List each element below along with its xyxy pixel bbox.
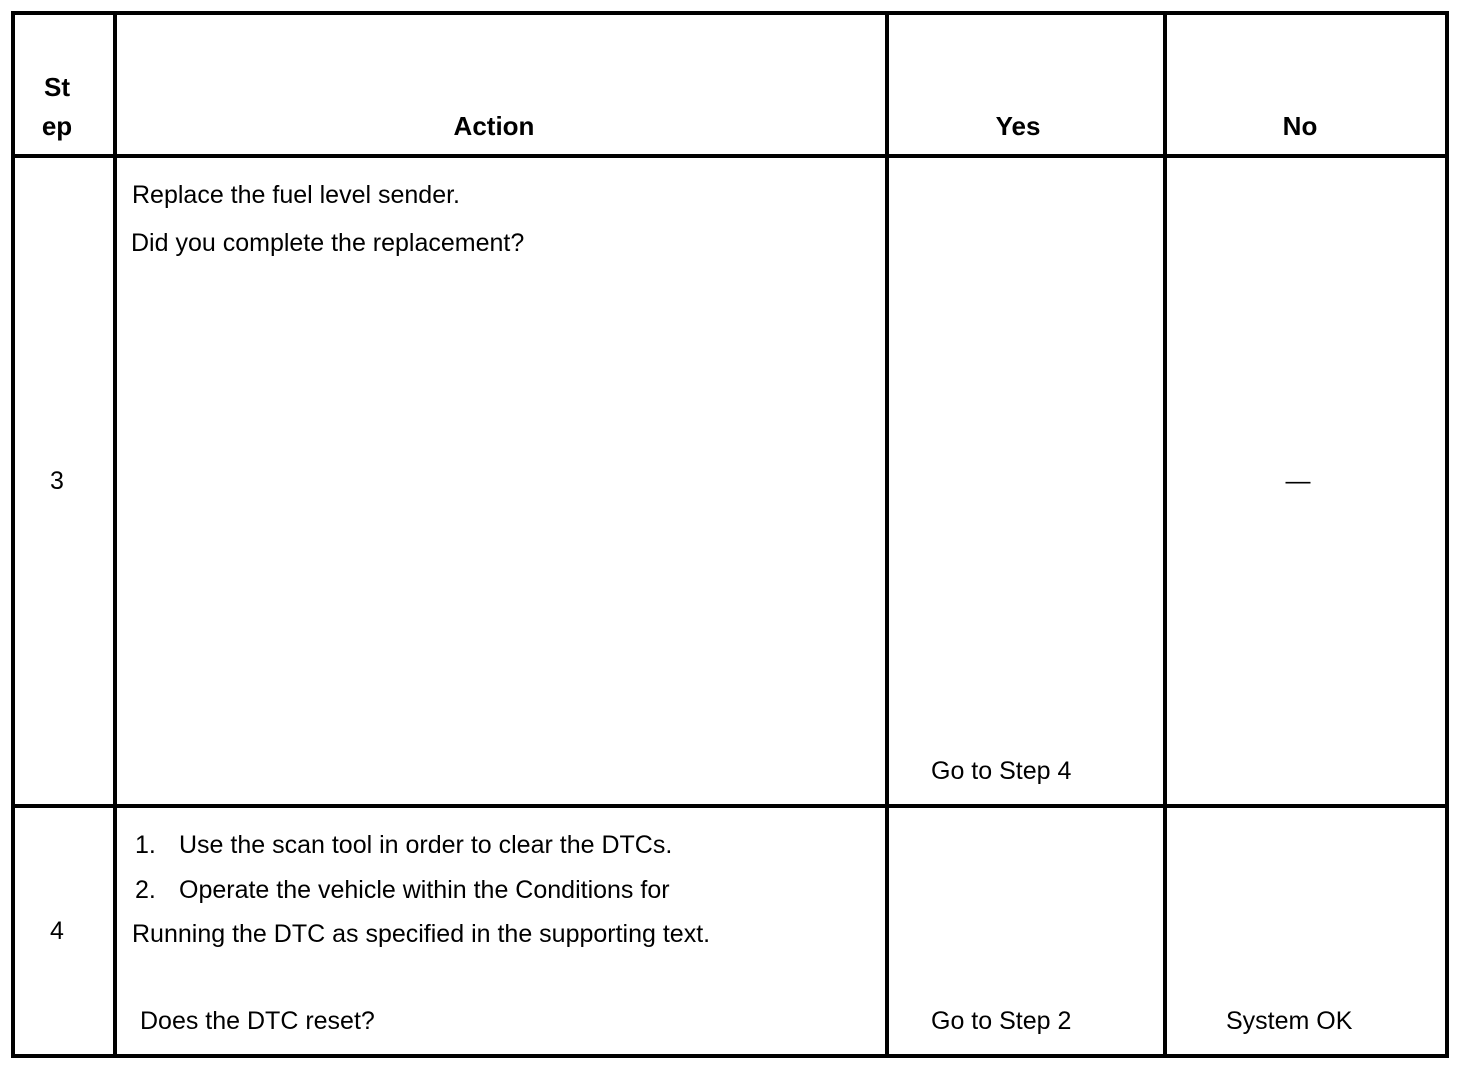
column-divider-step (113, 11, 117, 1058)
yes-outcome: Go to Step 2 (931, 1007, 1072, 1035)
table-border-bottom (11, 1054, 1449, 1058)
action-question: Does the DTC reset? (140, 1007, 375, 1035)
step-number: 4 (50, 917, 64, 945)
header-step-line2: ep (41, 111, 73, 141)
header-step-line1: St (44, 72, 70, 102)
no-outcome: — (1285, 467, 1311, 495)
yes-outcome: Go to Step 4 (931, 757, 1072, 785)
no-outcome: System OK (1226, 1007, 1353, 1035)
header-no: No (1282, 111, 1318, 141)
action-continuation: Running the DTC as specified in the supporting text. (132, 920, 711, 948)
action-item-text: Operate the vehicle within the Conditions for (179, 876, 670, 904)
header-action: Action (453, 111, 535, 141)
action-question: Did you complete the replacement? (131, 229, 525, 257)
header-yes: Yes (995, 111, 1041, 141)
column-divider-action (885, 11, 889, 1058)
action-item-text: Use the scan tool in order to clear the DTCs. (179, 831, 673, 859)
header-divider (11, 154, 1449, 158)
step-number: 3 (50, 467, 64, 495)
row-divider (11, 804, 1449, 808)
action-item-number: 2. (135, 876, 156, 904)
action-text: Replace the fuel level sender. (132, 181, 460, 209)
column-divider-yes (1163, 11, 1167, 1058)
table-border-top (11, 11, 1449, 15)
table-border-left (11, 11, 15, 1058)
table-border-right (1445, 11, 1449, 1058)
action-item-number: 1. (135, 831, 156, 859)
